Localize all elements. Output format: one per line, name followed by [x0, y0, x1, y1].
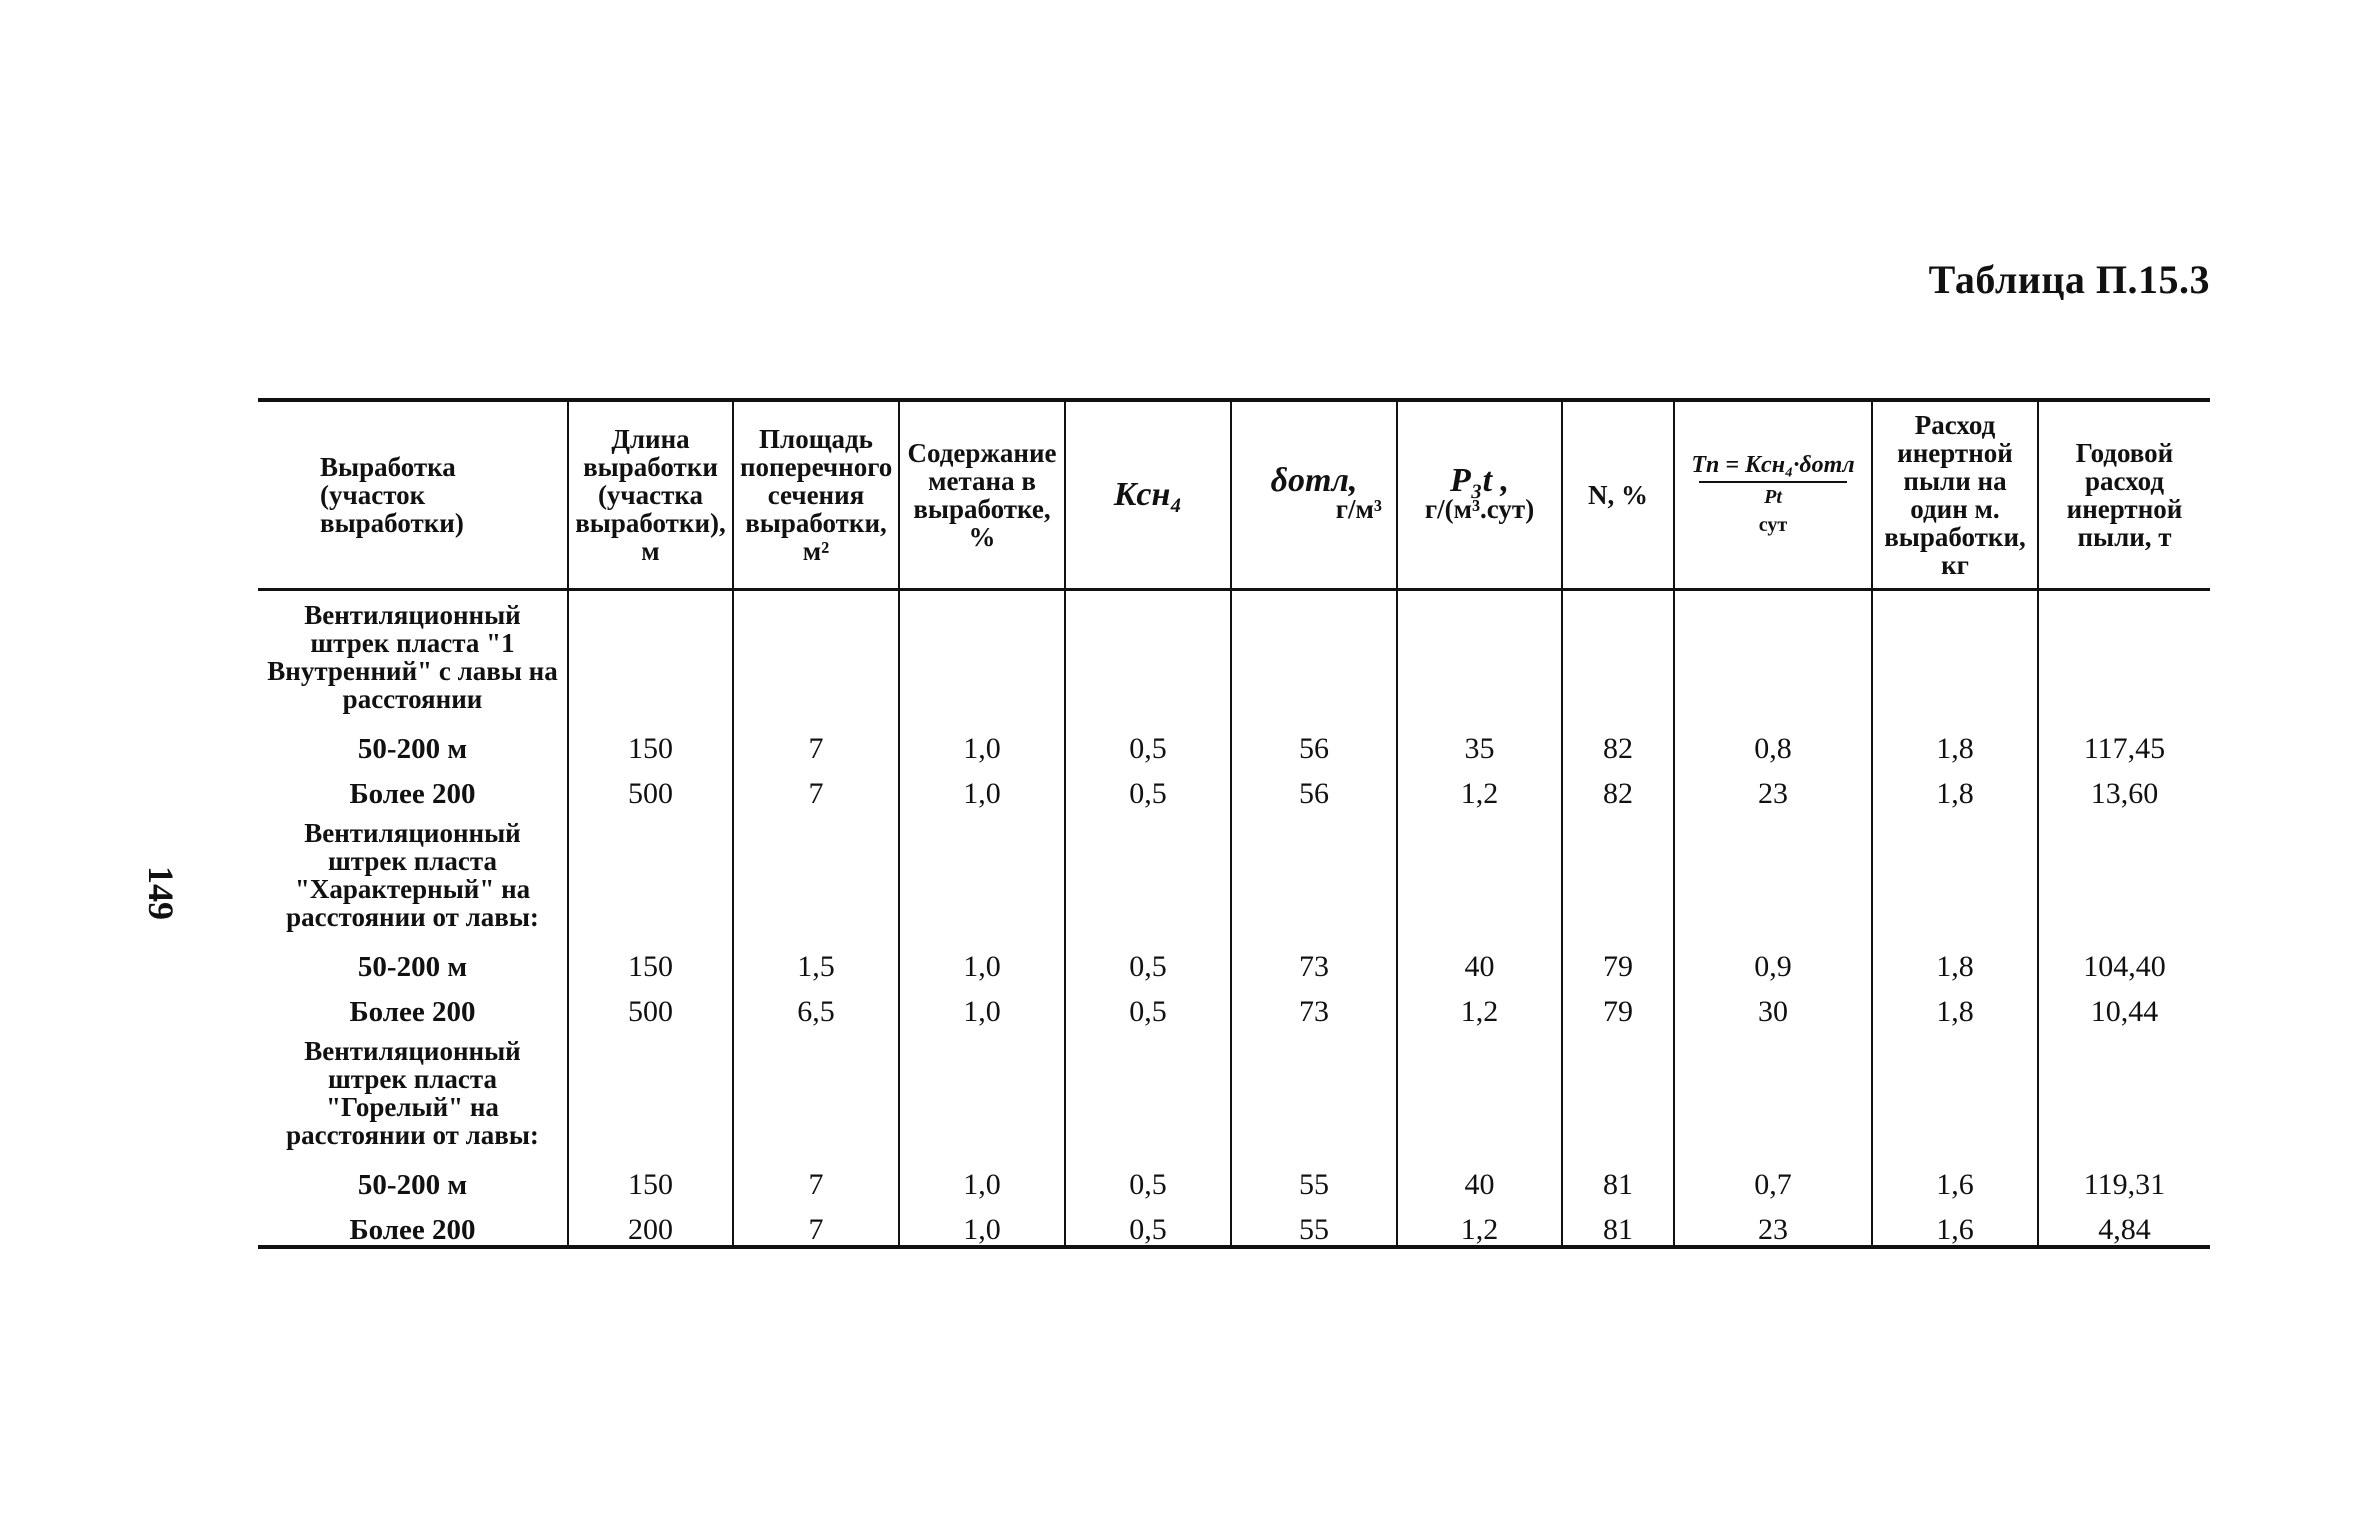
cell-methane: 1,0: [899, 982, 1065, 1027]
row-label: Более 200: [349, 778, 476, 810]
empty-cell: [2038, 1027, 2210, 1155]
empty-cell: [899, 809, 1065, 937]
cell-kch4: 0,5: [1065, 719, 1231, 764]
empty-cell: [899, 1027, 1065, 1155]
header-p3t: [1397, 400, 1562, 590]
cell-tn: 0,9: [1674, 937, 1872, 982]
cell-kch4: 0,5: [1065, 937, 1231, 982]
cell-n: 79: [1562, 982, 1674, 1027]
header-length: Длина выработки (участка выработки), м: [568, 400, 733, 590]
row-label: Более 200: [349, 996, 476, 1028]
cell-delta: 55: [1231, 1155, 1397, 1200]
empty-cell: [2038, 809, 2210, 937]
cell-consumption: 1,6: [1872, 1155, 2038, 1200]
empty-cell: [1231, 809, 1397, 937]
header-tn-unit: сут: [1758, 514, 1788, 536]
empty-cell: [568, 590, 733, 720]
cell-annual: 104,40: [2038, 937, 2210, 982]
cell-delta: 56: [1231, 764, 1397, 809]
cell-consumption: 1,6: [1872, 1200, 2038, 1247]
empty-cell: [899, 590, 1065, 720]
cell-annual: 119,31: [2038, 1155, 2210, 1200]
header-tn-numerator: Tп = Kсн₄·δотл: [1691, 452, 1855, 478]
cell-length: 150: [568, 719, 733, 764]
cell-methane: 1,0: [899, 1200, 1065, 1247]
empty-cell: [1065, 590, 1231, 720]
cell-n: 79: [1562, 937, 1674, 982]
cell-methane: 1,0: [899, 1155, 1065, 1200]
header-row: [258, 400, 2210, 590]
cell-delta: 55: [1231, 1200, 1397, 1247]
empty-cell: [1397, 809, 1562, 937]
header-delta-symbol: δотл,: [1270, 462, 1358, 499]
cell-tn: 23: [1674, 1200, 1872, 1247]
cell-area: 7: [733, 719, 899, 764]
group-label: Вентиляционный штрек пласта "1 Внутренний" с лавы на расстоянии: [267, 600, 558, 714]
cell-kch4: 0,5: [1065, 764, 1231, 809]
cell-tn: 23: [1674, 764, 1872, 809]
cell-n: 82: [1562, 764, 1674, 809]
page-number: 149: [141, 866, 181, 920]
row-label: 50-200 м: [357, 951, 468, 983]
cell-methane: 1,0: [899, 764, 1065, 809]
header-p3t-unit: г/(м³.сут): [1424, 494, 1535, 524]
group-header-row: [258, 809, 2210, 937]
empty-cell: [1674, 590, 1872, 720]
cell-length: 500: [568, 982, 733, 1027]
cell-p3t: 1,2: [1397, 764, 1562, 809]
empty-cell: [1231, 590, 1397, 720]
empty-cell: [733, 1027, 899, 1155]
header-work: Выработка (участок выработки): [258, 400, 568, 590]
row-label: 50-200 м: [357, 1169, 468, 1201]
empty-cell: [733, 809, 899, 937]
cell-n: 81: [1562, 1155, 1674, 1200]
row-label: Более 200: [349, 1214, 476, 1246]
empty-cell: [2038, 590, 2210, 720]
data-table: [258, 398, 2210, 1249]
cell-tn: 0,8: [1674, 719, 1872, 764]
table-row: [258, 1155, 2210, 1200]
empty-cell: [1674, 1027, 1872, 1155]
cell-annual: 13,60: [2038, 764, 2210, 809]
table-row: [258, 1200, 2210, 1247]
cell-p3t: 40: [1397, 1155, 1562, 1200]
empty-cell: [1065, 809, 1231, 937]
empty-cell: [1397, 590, 1562, 720]
cell-tn: 0,7: [1674, 1155, 1872, 1200]
header-kch4: Kсн₄: [1065, 400, 1231, 590]
cell-p3t: 1,2: [1397, 982, 1562, 1027]
cell-area: 1,5: [733, 937, 899, 982]
table-row: [258, 764, 2210, 809]
data-table-container: [258, 398, 2210, 1249]
cell-length: 150: [568, 937, 733, 982]
table-row: [258, 719, 2210, 764]
cell-tn: 30: [1674, 982, 1872, 1027]
cell-methane: 1,0: [899, 719, 1065, 764]
cell-area: 7: [733, 1200, 899, 1247]
cell-kch4: 0,5: [1065, 1200, 1231, 1247]
group-header-row: [258, 1027, 2210, 1155]
empty-cell: [1674, 809, 1872, 937]
empty-cell: [1872, 590, 2038, 720]
header-area: Площадь поперечного сечения выработки, м²: [733, 400, 899, 590]
cell-annual: 10,44: [2038, 982, 2210, 1027]
empty-cell: [1872, 1027, 2038, 1155]
cell-annual: 117,45: [2038, 719, 2210, 764]
group-label: Вентиляционный штрек пласта "Горелый" на расстоянии от лавы:: [286, 1036, 539, 1150]
row-label: 50-200 м: [357, 733, 468, 765]
cell-consumption: 1,8: [1872, 982, 2038, 1027]
empty-cell: [1397, 1027, 1562, 1155]
cell-length: 150: [568, 1155, 733, 1200]
cell-methane: 1,0: [899, 937, 1065, 982]
empty-cell: [1562, 1027, 1674, 1155]
header-annual: Годовой расход инертной пыли, т: [2038, 400, 2210, 590]
group-header-row: [258, 590, 2210, 720]
empty-cell: [733, 590, 899, 720]
empty-cell: [1562, 809, 1674, 937]
header-delta: [1231, 400, 1397, 590]
empty-cell: [568, 1027, 733, 1155]
cell-n: 82: [1562, 719, 1674, 764]
cell-p3t: 1,2: [1397, 1200, 1562, 1247]
header-p3t-symbol: P₃t ,: [1449, 462, 1510, 499]
header-tn: [1674, 400, 1872, 590]
empty-cell: [1231, 1027, 1397, 1155]
header-delta-unit: г/м³: [1335, 494, 1382, 524]
header-n: N, %: [1562, 400, 1674, 590]
cell-length: 500: [568, 764, 733, 809]
cell-area: 7: [733, 764, 899, 809]
cell-consumption: 1,8: [1872, 937, 2038, 982]
table-title: Таблица П.15.3: [1928, 257, 2210, 302]
group-label: Вентиляционный штрек пласта "Характерный" на расстоянии от лавы:: [286, 818, 539, 932]
cell-consumption: 1,8: [1872, 764, 2038, 809]
cell-annual: 4,84: [2038, 1200, 2210, 1247]
table-row: [258, 982, 2210, 1027]
cell-delta: 73: [1231, 982, 1397, 1027]
header-tn-denominator: Pt: [1699, 481, 1847, 511]
cell-kch4: 0,5: [1065, 982, 1231, 1027]
table-body: [258, 590, 2210, 1248]
cell-delta: 73: [1231, 937, 1397, 982]
cell-p3t: 35: [1397, 719, 1562, 764]
cell-area: 6,5: [733, 982, 899, 1027]
empty-cell: [1065, 1027, 1231, 1155]
cell-p3t: 40: [1397, 937, 1562, 982]
cell-kch4: 0,5: [1065, 1155, 1231, 1200]
cell-length: 200: [568, 1200, 733, 1247]
cell-consumption: 1,8: [1872, 719, 2038, 764]
empty-cell: [1562, 590, 1674, 720]
cell-area: 7: [733, 1155, 899, 1200]
table-row: [258, 937, 2210, 982]
empty-cell: [1872, 809, 2038, 937]
header-consumption: Расход инертной пыли на один м. выработки, кг: [1872, 400, 2038, 590]
cell-delta: 56: [1231, 719, 1397, 764]
empty-cell: [568, 809, 733, 937]
cell-n: 81: [1562, 1200, 1674, 1247]
header-methane: Содержание метана в выработке, %: [899, 400, 1065, 590]
